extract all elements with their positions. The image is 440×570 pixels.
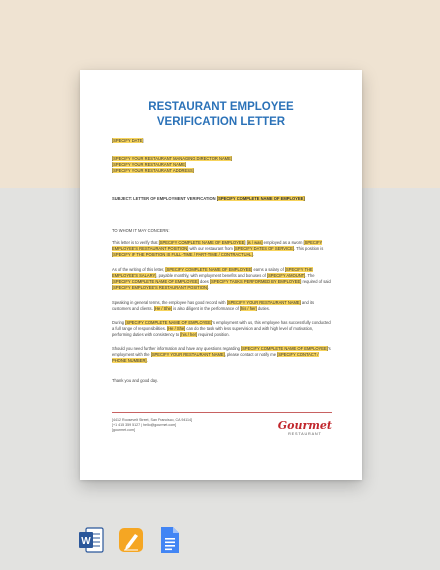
recipient-street: [SPECIFY YOUR RESTAURANT ADDRESS] xyxy=(112,168,194,173)
document-page xyxy=(80,70,362,480)
word-icon-letter: W xyxy=(81,536,91,547)
paragraph-2: As of the writing of this letter, [SPECIFY COMPLETE NAME OF EMPLOYEE] earns a salary of [SPECIFY THE EMPLOYEE'S SALARY], payable monthly, with employment benefits and bonuses of [SPECIFY AMOUNT]. The [SPECIFY COMPLETE NAME OF EMPLOYEE] does [SPECIFY TASKS PERFORMED BY EMPLOYEE] required of said [SPECIFY EMPLOYEE'S RESTAURANT POSITION]. xyxy=(112,267,331,290)
document-title-line2: VERIFICATION LETTER xyxy=(156,116,286,128)
pages-icon[interactable] xyxy=(118,526,144,554)
closing-line: Thank you and good day. xyxy=(112,378,158,383)
recipient-address xyxy=(112,156,332,174)
salutation: TO WHOM IT MAY CONCERN: xyxy=(112,228,170,233)
document-title-line1: RESTAURANT EMPLOYEE xyxy=(148,101,294,113)
paragraph-1: This letter is to verify that [SPECIFY COMPLETE NAME OF EMPLOYEE] [is / was] employed as a sworn [SPECIFY EMPLOYEE'S RESTAURANT POSITION] with our restaurant from [SPECIFY DATES OF SERVICE]. This position is [SPECIFY IF THE POSITION IS FULL-TIME / PART-TIME / CONTRACTUAL]. xyxy=(112,240,324,257)
footer-contact xyxy=(112,418,192,434)
footer-address: [4412 Roosevelt Street, San Francisco, CA 94114] xyxy=(112,418,193,422)
recipient-restaurant: [SPECIFY YOUR RESTAURANT NAME] xyxy=(112,162,187,167)
google-docs-icon[interactable] xyxy=(157,526,183,554)
paragraph-4: During [SPECIFY COMPLETE NAME OF EMPLOYEE]'s employment with us, this employee has successfully conducted a full range of responsibilities. [He / She] can do the task with less supervision and with high level of motivation, performing duties with consistency to [his / her] required position. xyxy=(112,320,331,337)
subject-line: SUBJECT: LETTER OF EMPLOYMENT VERIFICATION [SPECIFY COMPLETE NAME OF EMPLOYEE] xyxy=(112,196,305,201)
paragraph-3: Speaking in general terms, the employee has good record with [SPECIFY YOUR RESTAURANT NAME] and its customers and clients. [He / She] is also diligent in the performance of [his / her] duties. xyxy=(112,300,314,311)
recipient-name: [SPECIFY YOUR RESTAURANT MANAGING DIRECTOR NAME] xyxy=(112,156,232,161)
paragraph-5: Should you need further information and have any questions regarding [SPECIFY COMPLETE NAME OF EMPLOYEE]'s employment with the [SPECIFY YOUR RESTAURANT NAME], please contact or notify me [SPECIFY CONTACT / PHONE NUMBER]. xyxy=(112,346,331,363)
logo-wordmark: Gourmet xyxy=(277,419,332,432)
footer-divider xyxy=(112,412,332,413)
footer-phone-email: [+1 415 359 5127 | hello@gourmet.com] xyxy=(112,423,177,428)
date-line: [SPECIFY DATE] xyxy=(112,138,144,143)
logo-subtitle: RESTAURANT xyxy=(288,432,322,436)
word-icon[interactable] xyxy=(78,526,104,554)
footer-website: [gourmet.com] xyxy=(112,428,135,433)
gourmet-logo xyxy=(278,420,332,436)
